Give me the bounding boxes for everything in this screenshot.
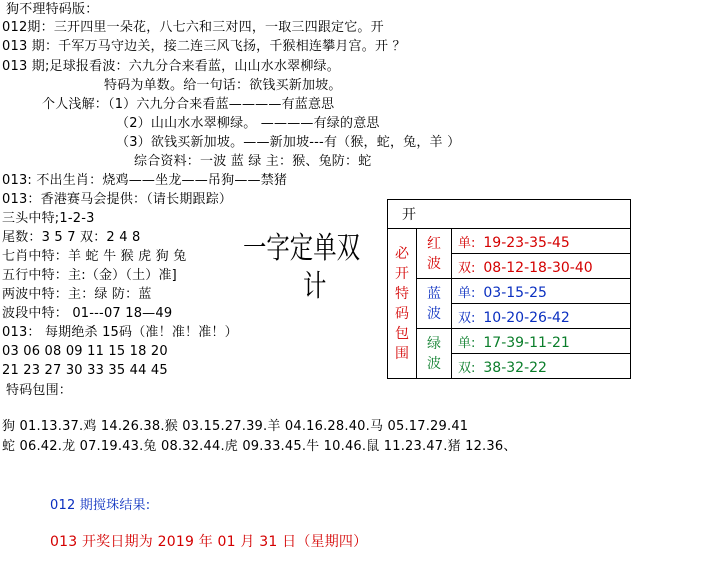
green-double-row [452,354,631,379]
seven-zodiac: 七肖中特：羊 蛇 牛 猴 虎 狗 兔 [2,249,187,264]
red-double-nums: 08-12-18-30-40 [483,259,593,276]
single-label: 单: [458,285,476,301]
explain-1: 个人浅解：（1）六九分合来看蓝————有蓝意思 [42,97,335,112]
double-label: 双: [458,310,476,326]
football-riddle: 013 期;足球报看波：六九分合来看蓝，山山水水翠柳绿。 [2,59,340,74]
explain-2: （2）山山水水翠柳绿。 ————有绿的意思 [116,116,380,131]
wave-green: 绿波 [417,329,452,379]
double-label: 双: [458,360,476,376]
explain-3: （3）欲钱买新加坡。——新加坡---有（猴，蛇，兔，羊 ） [116,135,461,150]
source-line: 013：香港赛马会提供：（请长期跟踪） [2,192,233,207]
riddle-013: 013 期：千军万马守边关，接二连三风飞扬，千猴相连攀月宫。开 ？ [2,39,406,54]
zodiac-numbers-1: 狗 01.13.37.鸡 14.26.38.猴 03.15.27.39.羊 04.16.28.40.马 05.17.29.41 [2,419,469,434]
two-waves: 两波中特：主：绿 防：蓝 [2,287,152,302]
side-label: 必开特码包围 [388,229,417,379]
blue-single-nums: 03-15-25 [483,284,547,301]
tail-numbers: 尾数：3 5 7 双：2 4 8 [2,230,141,245]
blue-double-row [452,304,631,329]
five-elements: 五行中特：主:（金）（土）准] [2,268,177,283]
zodiac-numbers-2: 蛇 06.42.龙 07.19.43.兔 08.32.44.虎 09.33.45.牛 10.46.鼠 11.23.47.猪 12.36、 [2,439,517,454]
table-header: 开 [388,200,631,229]
title-line: 狗不理特码版： [6,2,99,17]
green-double-nums: 38-32-22 [483,359,547,376]
special-surround-label: 特码包围： [6,383,73,398]
numbers-row-2: 21 23 27 30 33 35 44 45 [2,363,168,378]
red-single-row [452,229,631,254]
red-single-nums: 19-23-35-45 [483,234,570,251]
green-single-row [452,329,631,354]
draw-date: 013 开奖日期为 2019 年 01 月 31 日（星期四） [50,534,368,550]
blue-double-nums: 10-20-26-42 [483,309,570,326]
summary-line: 综合资料：一波 蓝 绿 主：猴、兔防：蛇 [134,154,372,169]
red-double-row [452,254,631,279]
big-heading-2: 计 [303,269,327,304]
top-heads: 三头中特;1-2-3 [2,211,95,226]
kill-15: 013： 每期绝杀 15码（准！准！准！） [2,325,238,340]
single-label: 单: [458,235,476,251]
double-label: 双: [458,260,476,276]
big-heading: 一字定单双 [243,231,360,266]
wave-red: 红波 [417,229,452,279]
single-label: 单: [458,335,476,351]
wave-blue: 蓝波 [417,279,452,329]
wave-segment: 波段中特： 01---07 18—49 [2,306,173,321]
no-zodiac-line: 013: 不出生肖：烧鸡——坐龙——吊狗——禁猪 [2,173,288,188]
numbers-row-1: 03 06 08 09 11 15 18 20 [2,344,168,359]
riddle-012: 012期：三开四里一朵花，八七六和三对四，一取三四跟定它。开 [2,20,384,35]
hint-line: 特码为单数。给一句话：欲钱买新加坡。 [104,78,342,93]
result-title: 012 期搅珠结果: [50,498,151,513]
blue-single-row [452,279,631,304]
wave-number-table [387,199,631,379]
green-single-nums: 17-39-11-21 [483,334,570,351]
